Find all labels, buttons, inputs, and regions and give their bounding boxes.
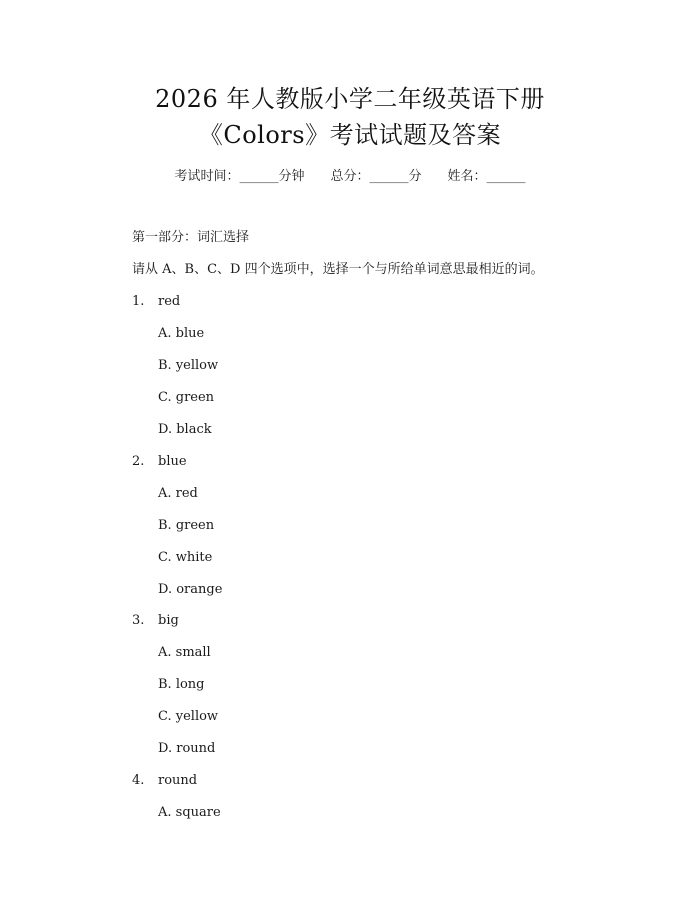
option-a: A. square — [158, 805, 221, 820]
question-number: 1. — [132, 294, 145, 309]
student-name-field: 姓名：______ — [447, 169, 526, 184]
exam-time-field: 考试时间：______分钟 — [174, 169, 305, 184]
exam-meta-row — [0, 168, 700, 186]
question-number: 4. — [132, 773, 145, 788]
option-d: D. round — [158, 741, 216, 756]
option-a: A. small — [158, 645, 211, 660]
total-score-field: 总分：______分 — [330, 169, 422, 184]
section-instruction: 请从 A、B、C、D 四个选项中，选择一个与所给单词意思最相近的词。 — [132, 262, 544, 277]
option-d: D. orange — [158, 582, 223, 597]
option-a: A. blue — [158, 326, 205, 341]
option-c: C. yellow — [158, 709, 219, 724]
question-word: red — [158, 294, 181, 309]
option-b: B. green — [158, 518, 215, 533]
question-number: 2. — [132, 454, 145, 469]
question-word: big — [158, 613, 179, 628]
option-c: C. green — [158, 390, 215, 405]
option-c: C. white — [158, 550, 213, 565]
option-a: A. red — [158, 486, 198, 501]
document-title-line-1: 2026 年人教版小学二年级英语下册 — [155, 85, 545, 113]
option-d: D. black — [158, 422, 212, 437]
question-word: blue — [158, 454, 187, 469]
question-word: round — [158, 773, 198, 788]
section-heading: 第一部分：词汇选择 — [132, 230, 250, 245]
question-number: 3. — [132, 613, 145, 628]
option-b: B. yellow — [158, 358, 219, 373]
option-b: B. long — [158, 677, 205, 692]
document-title-line-2: 《Colors》考试试题及答案 — [198, 121, 502, 149]
